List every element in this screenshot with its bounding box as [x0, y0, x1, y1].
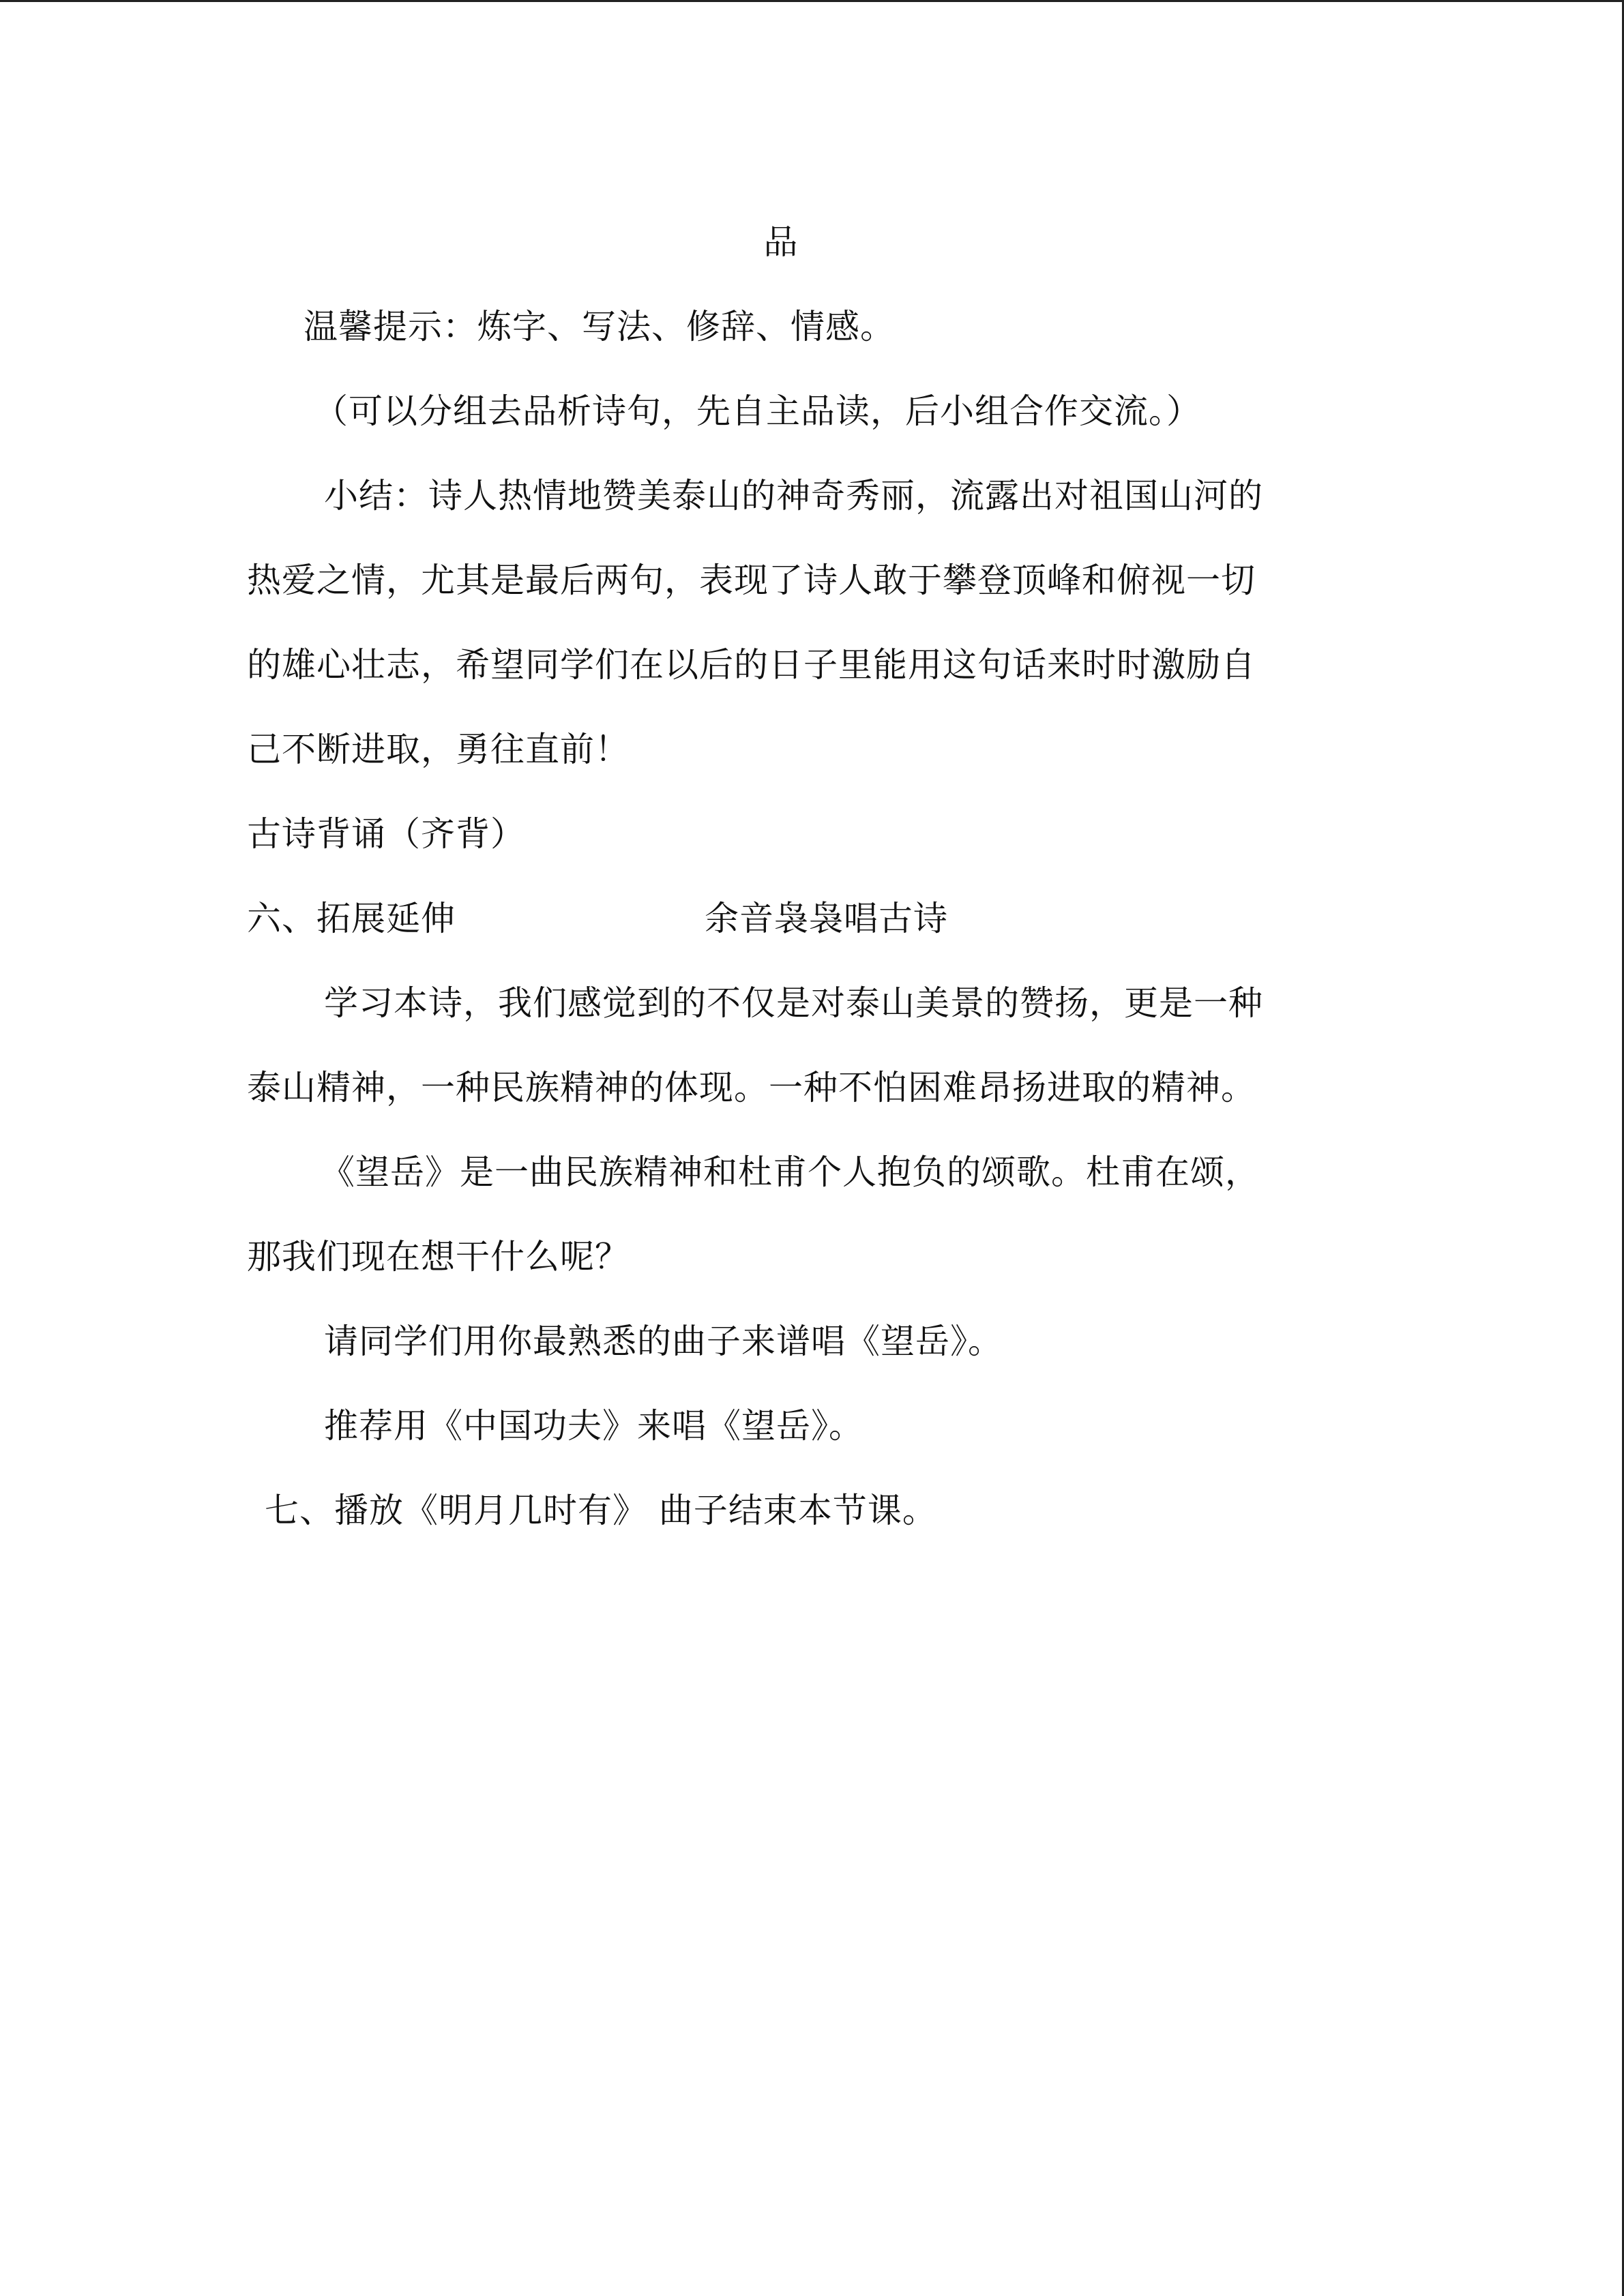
- tip-line: 温馨提示：炼字、写法、修辞、情感。: [304, 307, 895, 346]
- para-2-line-2: 那我们现在想干什么呢？: [247, 1237, 630, 1277]
- summary-line-4: 己不断进取，勇往直前！: [247, 730, 630, 769]
- section-heading: 品: [763, 222, 799, 262]
- recite-line: 古诗背诵（齐背）: [247, 814, 525, 854]
- section-7: 七、播放《明月几时有》 曲子结束本节课。: [265, 1491, 937, 1530]
- section-6-title: 六、拓展延伸: [247, 899, 456, 938]
- para-1-line-2: 泰山精神，一种民族精神的体现。一种不怕困难昂扬进取的精神。: [247, 1068, 1256, 1107]
- group-note: （可以分组去品析诗句，先自主品读，后小组合作交流。）: [314, 391, 1201, 431]
- para-4: 推荐用《中国功夫》来唱《望岳》。: [324, 1406, 863, 1446]
- para-2-line-1: 《望岳》是一曲民族精神和杜甫个人抱负的颂歌。杜甫在颂，: [321, 1152, 1260, 1192]
- summary-line-1: 小结：诗人热情地赞美泰山的神奇秀丽，流露出对祖国山河的: [324, 476, 1263, 516]
- summary-line-2: 热爱之情，尤其是最后两句，表现了诗人敢于攀登顶峰和俯视一切: [247, 561, 1256, 600]
- para-1-line-1: 学习本诗，我们感觉到的不仅是对泰山美景的赞扬，更是一种: [324, 983, 1263, 1023]
- para-3: 请同学们用你最熟悉的曲子来谱唱《望岳》。: [324, 1322, 1003, 1361]
- summary-line-3: 的雄心壮志，希望同学们在以后的日子里能用这句话来时时激励自: [247, 645, 1256, 685]
- section-6-subtitle: 余音袅袅唱古诗: [705, 899, 948, 938]
